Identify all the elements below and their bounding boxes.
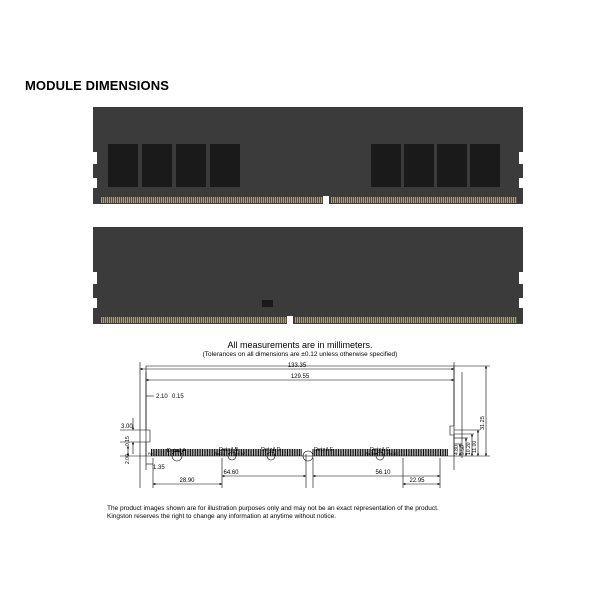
pin-1-label: Pin 1 [148, 452, 156, 456]
back-component [262, 300, 273, 307]
detail-a-label: Detail A [167, 448, 186, 454]
dim-left-side-a: 2.00 [125, 454, 131, 464]
front-chip-8 [470, 144, 500, 187]
disclaimer-line-2: Kingston reserves the right to change any information at anytime without notice. [107, 513, 337, 520]
dim-left-side-b: 0.15 [125, 436, 131, 446]
dim-overall-length: 133.35 [287, 363, 307, 369]
pin-100-label: Pin 100 [365, 452, 377, 456]
dim-height-c: 9.50 [460, 445, 466, 455]
dim-height-b: 10.20 [466, 442, 472, 455]
disclaimer [107, 505, 439, 521]
dim-height-d: 4.80 [454, 445, 460, 455]
dimension-drawing [0, 358, 600, 498]
dim-height-total: 31.25 [480, 416, 486, 430]
units-note: All measurements are in millimeters. [227, 340, 373, 350]
dim-hole-offset: 2.10 [156, 394, 168, 400]
measurement-notes [0, 340, 600, 358]
dim-pin-far-right: 22.95 [409, 478, 425, 484]
dim-height-a: 11.00 [472, 440, 478, 453]
detail-b-label: Detail B [219, 447, 239, 453]
front-chip-4 [210, 144, 240, 187]
front-chip-6 [404, 144, 434, 187]
dim-hole-dia: 0.15 [172, 394, 184, 400]
dim-edge-clearance: 1.35 [153, 465, 165, 471]
front-chip-2 [142, 144, 172, 187]
page-title: MODULE DIMENSIONS [25, 78, 169, 93]
front-chip-5 [371, 144, 401, 187]
dim-key-pos: 64.60 [223, 470, 239, 476]
module-front-view [0, 104, 600, 212]
disclaimer-line-1: The product images shown are for illustration purposes only and may not be an exact representation of the product. [107, 505, 439, 512]
detail-e-label: Detail E [314, 447, 334, 453]
detail-c-label: Detail C [370, 447, 390, 453]
back-pcb [93, 227, 523, 324]
dim-pin-right: 56.10 [375, 470, 391, 476]
dim-pin-left: 28.90 [179, 478, 195, 484]
pin-117-label: Pin 117 [387, 452, 399, 456]
edge-connector-pins [151, 449, 448, 456]
dim-inner-length: 129.55 [290, 374, 310, 380]
front-chip-3 [176, 144, 206, 187]
pin-67-label: Pin 67 [235, 452, 245, 456]
detail-d-label: Detail D [261, 447, 281, 453]
tolerance-note: (Tolerances on all dimensions are ±0.12 unless otherwise specified) [202, 351, 398, 358]
pin-33-label: Pin 33 [214, 452, 224, 456]
front-chip-1 [108, 144, 138, 187]
module-back-view [0, 224, 600, 332]
dim-notch-depth: 3.00 [121, 424, 133, 430]
front-chip-7 [437, 144, 467, 187]
